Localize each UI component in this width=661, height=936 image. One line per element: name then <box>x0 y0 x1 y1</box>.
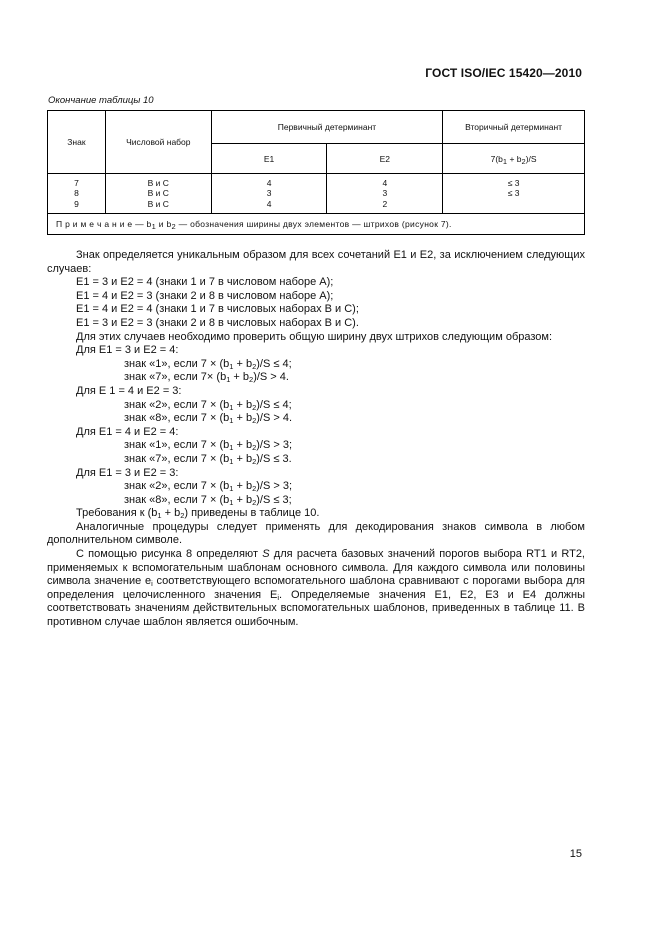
e2-column <box>327 174 443 214</box>
document-header: ГОСТ ISO/IEC 15420—2010 <box>425 66 582 80</box>
table-note: П р и м е ч а н и е — $b_1$ и $b_2$ — обозначения ширины двух элементов — штрихов (рисунок 7). <box>48 214 585 235</box>
document-body <box>47 249 585 630</box>
table-cell: ≤ 3 <box>507 177 520 188</box>
table-cell: 3 <box>382 188 388 199</box>
table-cell: 7 <box>74 177 79 188</box>
table-cell: B и C <box>147 198 169 209</box>
set-column <box>105 174 211 214</box>
rule-line: знак «1», если $7 \times (b_1 + b_2)/S > 3$; <box>124 439 293 453</box>
rule-line: знак «8», если $7 \times (b_1 + b_2)/S \le 3$; <box>124 493 292 507</box>
table-cell <box>443 199 584 210</box>
paragraph: С помощью рисунка 8 определяют S для расчета базовых значений порогов выбора RT1 и RT2, применяемых к вспомогательным шаблонам основного символа. Для каждого символа или половины символа значение $e_i$ соответствующего вспомогательного шаблона сравнивают с порогами выбора для определения целочисленного значения $E_i$. Определяемые значения E1, E2, E3 и E4 должны соответствовать значениям действительных вспомогательных шаблонов, приведенных в таблице 11. В противном случае шаблон является ошибочным. <box>47 548 586 629</box>
secondary-column <box>443 174 585 214</box>
table-cell: B и C <box>147 177 169 188</box>
header-e1: E1 <box>211 144 327 174</box>
header-secondary-determinant: Вторичный детерминант <box>443 111 585 144</box>
table-cell: 8 <box>74 188 79 199</box>
condition-heading: Для E1 = 3 и E2 = 3: <box>76 466 179 479</box>
table-cell: 3 <box>266 188 272 199</box>
table-cell: 4 <box>266 177 272 188</box>
rule-line: знак «7», если $7\times (b_1 + b_2)/S > 4$. <box>124 371 289 385</box>
case-line: E1 = 3 и E2 = 4 (знаки 1 и 7 в числовом наборе A); <box>76 276 334 289</box>
condition-heading: Для E1 = 3 и E2 = 4: <box>76 344 179 357</box>
page-number: 15 <box>569 848 582 860</box>
sign-column <box>48 174 106 214</box>
requirements-line: Требования к $(b_1 + b_2)$ приведены в таблице 10. <box>76 507 320 521</box>
rule-line: знак «7», если $7 \times (b_1 + b_2)/S \le 3$. <box>124 452 292 466</box>
table-10 <box>47 110 585 235</box>
table-cell: 4 <box>266 198 272 209</box>
header-primary-determinant: Первичный детерминант <box>211 111 443 144</box>
case-line: E1 = 3 и E2 = 3 (знаки 2 и 8 в числовых наборах B и C). <box>76 316 359 329</box>
header-number-set: Числовой набор <box>105 111 211 174</box>
rule-line: знак «8», если $7 \times (b_1 + b_2)/S > 4$. <box>124 412 293 426</box>
paragraph: Знак определяется уникальным образом для всех сочетаний E1 и E2, за исключением следующих случаев: <box>47 249 585 275</box>
table-cell: B и C <box>147 188 169 199</box>
rule-line: знак «1», если $7 \times (b_1 + b_2)/S \le 4$; <box>124 357 292 371</box>
table-cell: 4 <box>382 177 388 188</box>
header-sign: Знак <box>48 111 106 174</box>
rule-line: знак «2», если $7 \times (b_1 + b_2)/S \le 4$; <box>124 398 292 412</box>
paragraph: Аналогичные процедуры следует применять для декодирования знаков символа в любом дополнительном символе. <box>47 520 585 547</box>
case-line: E1 = 4 и E2 = 3 (знаки 2 и 8 в числовом наборе A); <box>76 289 334 302</box>
paragraph: Для этих случаев необходимо проверить общую ширину двух штрихов следующим образом: <box>76 330 553 343</box>
table-caption: Окончание таблицы 10 <box>48 95 154 106</box>
condition-heading: Для E 1 = 4 и E2 = 3: <box>76 384 182 397</box>
table-cell: 2 <box>382 198 388 209</box>
table-cell: 9 <box>74 198 79 209</box>
e1-column <box>211 174 327 214</box>
header-formula: $7(b_1 + b_2)/S$ <box>443 144 585 174</box>
rule-line: знак «2», если $7 \times (b_1 + b_2)/S > 3$; <box>124 480 293 494</box>
header-e2: E2 <box>327 144 443 174</box>
condition-heading: Для E1 = 4 и E2 = 4: <box>76 425 179 438</box>
table-cell: ≤ 3 <box>507 188 520 199</box>
case-line: E1 = 4 и E2 = 4 (знаки 1 и 7 в числовых наборах B и C); <box>76 303 359 316</box>
